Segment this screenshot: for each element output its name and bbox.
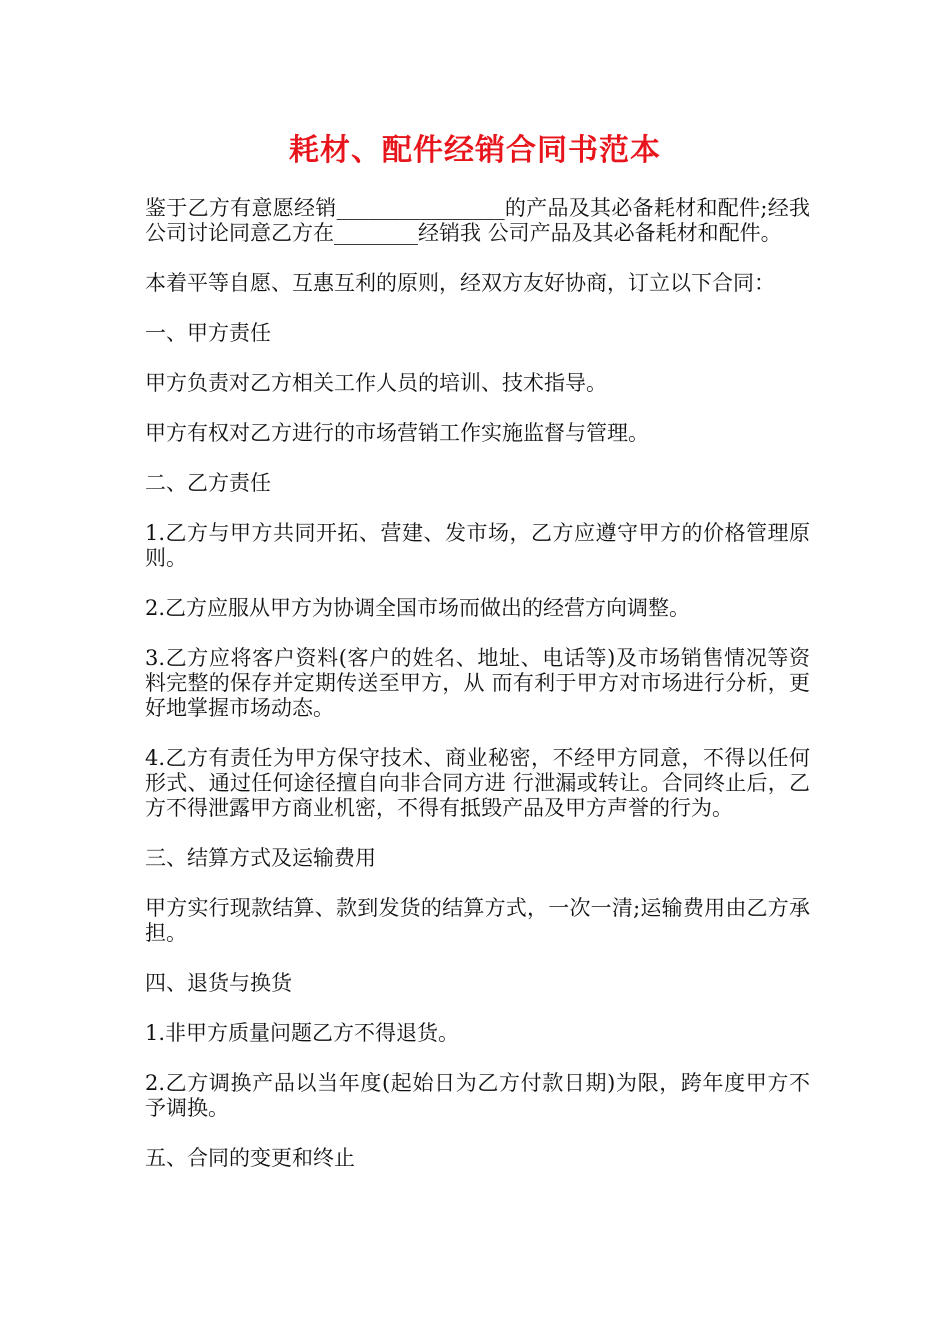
paragraph: 甲方实行现款结算、款到发货的结算方式，一次一清;运输费用由乙方承担。 <box>145 896 810 945</box>
paragraph-principle: 本着平等自愿、互惠互利的原则，经双方友好协商，订立以下合同： <box>145 271 775 295</box>
paragraph-preamble: 鉴于乙方有意愿经销________________的产品及其必备耗材和配件;经我公司讨论同意乙方在________经销我 公司产品及其必备耗材和配件。 <box>145 196 810 245</box>
document-body <box>145 196 810 1196</box>
clause-item: 2.乙方调换产品以当年度(起始日为乙方付款日期)为限，跨年度甲方不予调换。 <box>145 1071 810 1120</box>
clause-item: 1.非甲方质量问题乙方不得退货。 <box>145 1021 460 1045</box>
paragraph: 甲方有权对乙方进行的市场营销工作实施监督与管理。 <box>145 421 649 445</box>
clause-item: 1.乙方与甲方共同开拓、营建、发市场，乙方应遵守甲方的价格管理原则。 <box>145 521 810 570</box>
document-title: 耗材、配件经销合同书范本 <box>289 133 661 168</box>
section-heading-change-termination: 五、合同的变更和终止 <box>145 1146 355 1170</box>
section-heading-party-a: 一、甲方责任 <box>145 321 271 345</box>
clause-item: 4.乙方有责任为甲方保守技术、商业秘密，不经甲方同意，不得以任何形式、通过任何途径擅自向非合同方进 行泄漏或转让。合同终止后，乙方不得泄露甲方商业机密，不得有抵毁产品及甲方声誉的行为。 <box>145 746 810 820</box>
section-heading-returns: 四、退货与换货 <box>145 971 292 995</box>
paragraph: 甲方负责对乙方相关工作人员的培训、技术指导。 <box>145 371 607 395</box>
clause-item: 3.乙方应将客户资料(客户的姓名、地址、电话等)及市场销售情况等资料完整的保存并定期传送至甲方，从 而有利于甲方对市场进行分析，更好地掌握市场动态。 <box>145 646 810 720</box>
clause-item: 2.乙方应服从甲方为协调全国市场而做出的经营方向调整。 <box>145 596 691 620</box>
section-heading-settlement: 三、结算方式及运输费用 <box>145 846 376 870</box>
section-heading-party-b: 二、乙方责任 <box>145 471 271 495</box>
